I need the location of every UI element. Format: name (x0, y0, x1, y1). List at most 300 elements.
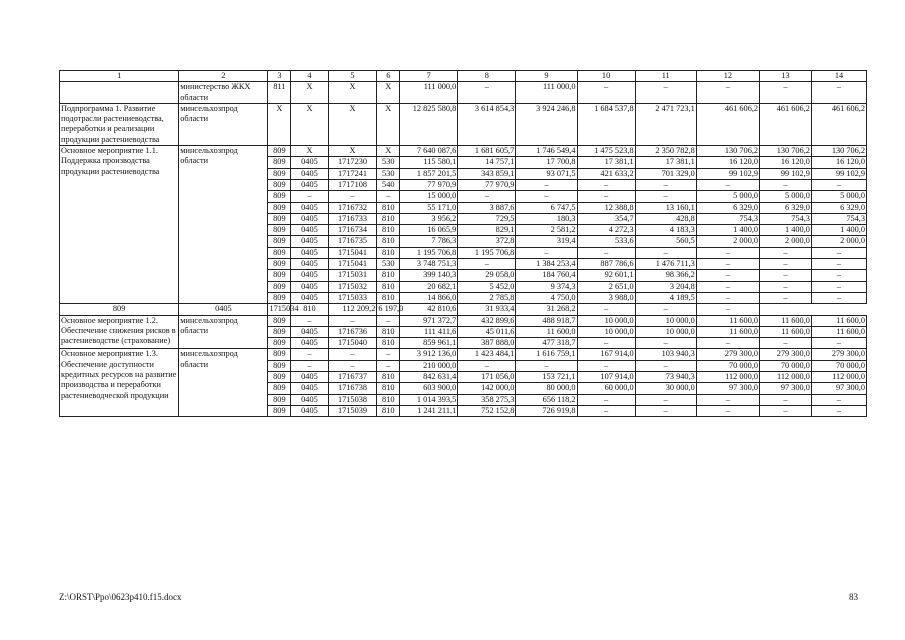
table-cell: 180,3 (516, 213, 577, 224)
table-cell: 809 (268, 157, 291, 168)
table-cell: 16 065,9 (400, 225, 458, 236)
table-cell: 810 (377, 225, 400, 236)
table-cell: 387 888,0 (458, 338, 516, 349)
table-cell: 60 000,0 (577, 383, 635, 394)
table-cell: – (577, 179, 635, 190)
table-cell: – (760, 292, 812, 303)
table-cell: – (760, 394, 812, 405)
table-cell: 1716738 (328, 383, 377, 394)
table-cell: 809 (268, 247, 291, 258)
table-cell: – (635, 338, 696, 349)
table-cell: – (328, 360, 377, 371)
table-cell: 10 000,0 (635, 326, 696, 337)
table-cell: 971 372,7 (400, 315, 458, 326)
table-cell: 11 600,0 (811, 315, 866, 326)
column-header: 8 (458, 71, 516, 82)
table-cell: 811 (268, 82, 291, 104)
table-cell: 1 241 211,1 (400, 405, 458, 416)
table-cell: 1716735 (328, 236, 377, 247)
table-cell: – (291, 315, 328, 326)
column-header: 11 (635, 71, 696, 82)
table-cell: – (696, 270, 759, 281)
table-cell: 10 000,0 (577, 326, 635, 337)
table-cell: 3 988,0 (577, 292, 635, 303)
table-cell: – (696, 281, 759, 292)
table-cell: 184 760,4 (516, 270, 577, 281)
table-cell: 130 706,2 (696, 146, 759, 157)
table-cell: 809 (268, 326, 291, 337)
table-cell: 42 810,6 (400, 304, 458, 315)
table-cell: 809 (268, 338, 291, 349)
table-cell: – (696, 405, 759, 416)
table-cell: 461 606,2 (696, 103, 759, 145)
table-cell: 70 000,0 (760, 360, 812, 371)
table-cell: 399 140,3 (400, 270, 458, 281)
table-cell: 842 631,4 (400, 372, 458, 383)
table-cell: 461 606,2 (760, 103, 812, 145)
table-cell: 810 (377, 270, 400, 281)
table-row (60, 315, 867, 326)
table-cell: 77 970,9 (400, 179, 458, 190)
table-cell: 17 381,1 (635, 157, 696, 168)
table-cell: 477 318,7 (516, 338, 577, 349)
table-cell: 2 350 782,8 (635, 146, 696, 157)
table-cell: 809 (268, 349, 291, 360)
table-cell: 171 056,0 (458, 372, 516, 383)
table-cell: 1715039 (328, 405, 377, 416)
column-header: 4 (291, 71, 328, 82)
table-cell: 4 183,3 (635, 225, 696, 236)
table-cell: 354,7 (577, 213, 635, 224)
table-cell: – (760, 281, 812, 292)
table-cell: Х (328, 103, 377, 145)
table-cell: 0405 (291, 281, 328, 292)
table-cell: 70 000,0 (811, 360, 866, 371)
table-cell: 0405 (291, 202, 328, 213)
table-cell: – (696, 304, 759, 315)
ministry-cell: минсельхозпрод области (179, 103, 268, 145)
table-cell: – (811, 247, 866, 258)
table-cell: – (811, 281, 866, 292)
table-cell: 488 918,7 (516, 315, 577, 326)
table-cell: 809 (268, 213, 291, 224)
table-cell: 809 (268, 179, 291, 190)
table-cell: – (291, 191, 328, 202)
table-cell: 11 600,0 (696, 326, 759, 337)
table-cell: 1717108 (328, 179, 377, 190)
table-cell: 10 000,0 (635, 315, 696, 326)
table-cell: 421 633,2 (577, 168, 635, 179)
table-cell: – (760, 247, 812, 258)
table-cell: 31 933,4 (458, 304, 516, 315)
table-cell: 809 (268, 383, 291, 394)
table-cell: 112 209,2 (328, 304, 377, 315)
table-cell: – (635, 191, 696, 202)
table-cell: 530 (377, 259, 400, 270)
table-cell: – (635, 304, 696, 315)
table-cell: 2 651,0 (577, 281, 635, 292)
table-cell: 726 919,8 (516, 405, 577, 416)
table-cell: – (760, 259, 812, 270)
table-cell: 809 (268, 191, 291, 202)
table-cell: – (458, 259, 516, 270)
table-cell: 809 (268, 281, 291, 292)
table-cell: 111 000,0 (516, 82, 577, 104)
table-cell: 1 195 706,8 (458, 247, 516, 258)
table-cell: 1717230 (328, 157, 377, 168)
table-cell: 1715040 (328, 338, 377, 349)
table-cell: 0405 (291, 213, 328, 224)
table-cell: – (516, 360, 577, 371)
table-cell: 0405 (291, 338, 328, 349)
table-cell: 1716734 (328, 225, 377, 236)
column-header: 14 (811, 71, 866, 82)
table-cell: 77 970,9 (458, 179, 516, 190)
table-cell: 130 706,2 (760, 146, 812, 157)
program-name-cell: Подпрограмма 1. Развитие подотрасли растениеводства, переработки и реализации продукции растениеводства (60, 103, 179, 145)
table-cell: 112 000,0 (760, 372, 812, 383)
table-cell: 115 580,1 (400, 157, 458, 168)
table-cell: 99 102,9 (696, 168, 759, 179)
table-cell: 1715041 (328, 259, 377, 270)
table-cell: 372,8 (458, 236, 516, 247)
table-cell: 809 (268, 225, 291, 236)
table-cell: – (811, 394, 866, 405)
table-cell: 829,1 (458, 225, 516, 236)
table-cell: 2 581,2 (516, 225, 577, 236)
table-cell: 97 300,0 (811, 383, 866, 394)
table-cell: 6 329,0 (760, 202, 812, 213)
table-cell: 20 682,1 (400, 281, 458, 292)
table-cell: 1 684 537,8 (577, 103, 635, 145)
table-cell: – (291, 360, 328, 371)
table-cell: 809 (268, 315, 291, 326)
table-cell: Х (291, 103, 328, 145)
table-cell: 6 329,0 (696, 202, 759, 213)
table-cell: 1715031 (328, 270, 377, 281)
table-cell: 3 924 246,8 (516, 103, 577, 145)
table-cell: 153 721,1 (516, 372, 577, 383)
table-header-row (60, 71, 867, 82)
table-cell: 16 120,0 (696, 157, 759, 168)
program-name-cell: Основное мероприятие 1.3. Обеспечение доступности кредитных ресурсов на развитие производства и переработки растениеводческой продукции (60, 349, 179, 417)
table-cell: – (577, 191, 635, 202)
table-cell: – (516, 179, 577, 190)
table-cell: – (577, 82, 635, 104)
table-cell: 809 (268, 236, 291, 247)
table-cell: 540 (377, 179, 400, 190)
table-cell: 210 000,0 (400, 360, 458, 371)
table-cell: 809 (268, 202, 291, 213)
table-cell: 17 700,8 (516, 157, 577, 168)
table-cell: 754,3 (811, 213, 866, 224)
program-name-cell: Основное мероприятие 1.1. Поддержка производства продукции растениеводства (60, 146, 179, 304)
table-cell: 0405 (291, 394, 328, 405)
column-header: 3 (268, 71, 291, 82)
ministry-cell: министерство ЖКХ области (179, 82, 268, 104)
table-cell: 810 (377, 236, 400, 247)
table-cell: 319,4 (516, 236, 577, 247)
table-cell: 0405 (291, 292, 328, 303)
table-cell: 729,5 (458, 213, 516, 224)
table-cell: – (696, 179, 759, 190)
table-cell: 1715038 (328, 394, 377, 405)
table-cell: 279 300,0 (760, 349, 812, 360)
table-cell: 55 171,0 (400, 202, 458, 213)
table-cell: 810 (377, 405, 400, 416)
table-cell: 754,3 (760, 213, 812, 224)
table-cell: 45 011,6 (458, 326, 516, 337)
column-header: 6 (377, 71, 400, 82)
table-cell: 0405 (291, 372, 328, 383)
table-cell: 0405 (291, 270, 328, 281)
table-cell: – (291, 349, 328, 360)
table-cell: 809 (268, 292, 291, 303)
table-cell: 112 000,0 (811, 372, 866, 383)
table-cell: – (328, 349, 377, 360)
table-cell: 1716732 (328, 202, 377, 213)
column-header: 10 (577, 71, 635, 82)
table-cell: 809 (268, 394, 291, 405)
table-cell: Х (377, 82, 400, 104)
table-cell: 1 384 253,4 (516, 259, 577, 270)
table-cell: 11 600,0 (516, 326, 577, 337)
table-cell: 6 747,5 (516, 202, 577, 213)
ministry-cell: минсельхозпрод области (179, 146, 268, 304)
program-name-cell: Основное мероприятие 1.2. Обеспечение снижения рисков в растениеводстве (страхование) (60, 315, 179, 349)
table-cell: – (577, 247, 635, 258)
table-row (60, 304, 867, 315)
table-cell: 810 (377, 202, 400, 213)
table-cell: 1715032 (328, 281, 377, 292)
table-cell: – (696, 247, 759, 258)
table-cell: 98 366,2 (635, 270, 696, 281)
column-header: 5 (328, 71, 377, 82)
table-cell: 1 681 605,7 (458, 146, 516, 157)
table-cell: 279 300,0 (811, 349, 866, 360)
table-cell: – (811, 270, 866, 281)
table-cell: 12 388,8 (577, 202, 635, 213)
table-cell: 887 786,6 (577, 259, 635, 270)
table-cell: 17 381,1 (577, 157, 635, 168)
table-cell: 4 272,3 (577, 225, 635, 236)
table-cell: 1 195 706,8 (400, 247, 458, 258)
table-row (60, 146, 867, 157)
table-cell: 5 452,0 (458, 281, 516, 292)
table-cell: 15 000,0 (400, 191, 458, 202)
table-cell: 810 (377, 247, 400, 258)
table-cell: 809 (268, 360, 291, 371)
table-cell: 7 640 087,6 (400, 146, 458, 157)
table-cell: 810 (377, 326, 400, 337)
table-cell: 9 374,3 (516, 281, 577, 292)
table-cell: 93 071,5 (516, 168, 577, 179)
column-header: 9 (516, 71, 577, 82)
table-cell: – (635, 179, 696, 190)
table-cell: 6 329,0 (811, 202, 866, 213)
table-cell: 1 857 201,5 (400, 168, 458, 179)
table-cell: 13 160,1 (635, 202, 696, 213)
table-cell: – (811, 259, 866, 270)
column-header: 7 (400, 71, 458, 82)
table-cell: 461 606,2 (811, 103, 866, 145)
table-cell: 31 268,2 (516, 304, 577, 315)
table-cell: 754,3 (696, 213, 759, 224)
table-cell: 859 961,1 (400, 338, 458, 349)
table-cell: 0405 (291, 157, 328, 168)
table-cell: – (811, 292, 866, 303)
table-cell: 0405 (291, 168, 328, 179)
table-cell: 809 (268, 405, 291, 416)
table-cell: 1715041 (328, 247, 377, 258)
table-cell: 0405 (291, 405, 328, 416)
table-cell: 99 102,9 (760, 168, 812, 179)
table-cell: 358 275,3 (458, 394, 516, 405)
table-cell: – (377, 191, 400, 202)
table-cell: – (760, 179, 812, 190)
table-cell: 809 (268, 146, 291, 157)
table-cell: – (696, 82, 759, 104)
table-cell: 167 914,0 (577, 349, 635, 360)
table-cell: 1 616 759,1 (516, 349, 577, 360)
table-cell: 2 000,0 (696, 236, 759, 247)
table-cell: 809 (60, 304, 179, 315)
table-cell: – (458, 82, 516, 104)
table-cell: 92 601,1 (577, 270, 635, 281)
table-cell: – (577, 405, 635, 416)
table-cell: 656 118,2 (516, 394, 577, 405)
table-cell: 0405 (291, 225, 328, 236)
table-cell: 1 400,0 (696, 225, 759, 236)
table-cell: 3 204,8 (635, 281, 696, 292)
table-row (60, 103, 867, 145)
table-cell: 2 471 723,1 (635, 103, 696, 145)
table-cell: 0405 (291, 247, 328, 258)
table-cell: 810 (377, 383, 400, 394)
table-cell: – (577, 394, 635, 405)
table-cell: 3 748 751,3 (400, 259, 458, 270)
table-cell: – (635, 247, 696, 258)
table-cell: 3 912 136,0 (400, 349, 458, 360)
table-cell: – (811, 405, 866, 416)
table-cell: 0405 (291, 179, 328, 190)
table-cell: 97 300,0 (760, 383, 812, 394)
table-cell: 279 300,0 (696, 349, 759, 360)
table-cell: – (760, 338, 812, 349)
table-cell: 0405 (291, 383, 328, 394)
table-cell: – (635, 82, 696, 104)
table-cell: 3 887,6 (458, 202, 516, 213)
column-header: 2 (179, 71, 268, 82)
table-cell: 1 400,0 (811, 225, 866, 236)
table-cell: 1715033 (328, 292, 377, 303)
table-cell: – (577, 304, 635, 315)
table-cell: – (377, 349, 400, 360)
table-cell: – (811, 338, 866, 349)
column-header: 13 (760, 71, 812, 82)
table-cell: 1 400,0 (760, 225, 812, 236)
table-cell: 11 600,0 (696, 315, 759, 326)
table-cell: 533,6 (577, 236, 635, 247)
table-cell: – (377, 315, 400, 326)
table-cell: 29 058,0 (458, 270, 516, 281)
table-cell: 5 000,0 (696, 191, 759, 202)
table-cell: – (458, 191, 516, 202)
table-cell: 2 000,0 (760, 236, 812, 247)
table-cell: 5 000,0 (760, 191, 812, 202)
table-cell: 1717241 (328, 168, 377, 179)
table-cell: – (696, 338, 759, 349)
table-cell: – (328, 315, 377, 326)
table-cell: Х (377, 146, 400, 157)
table-cell: 1 746 549,4 (516, 146, 577, 157)
table-cell: – (635, 405, 696, 416)
table-cell: – (635, 360, 696, 371)
table-cell: 107 914,0 (577, 372, 635, 383)
table-cell: – (577, 338, 635, 349)
table-cell: 2 000,0 (811, 236, 866, 247)
table-cell: 130 706,2 (811, 146, 866, 157)
table-cell: 4 750,0 (516, 292, 577, 303)
table-cell: 11 600,0 (760, 326, 812, 337)
table-cell: 3 956,2 (400, 213, 458, 224)
table-cell: 0405 (291, 259, 328, 270)
page-number: 83 (849, 592, 858, 602)
table-cell: 1716733 (328, 213, 377, 224)
table-cell: 1 475 523,8 (577, 146, 635, 157)
table-cell: 603 900,0 (400, 383, 458, 394)
table-cell: – (458, 360, 516, 371)
table-cell: 6 197,0 (378, 304, 404, 314)
table-cell: 1715034 (269, 304, 299, 314)
table-cell: 810 (377, 281, 400, 292)
table-cell: Х (328, 82, 377, 104)
table-cell: 99 102,9 (811, 168, 866, 179)
table-cell: – (811, 179, 866, 190)
budget-table (59, 70, 867, 417)
table-cell: Х (268, 103, 291, 145)
table-cell: 112 000,0 (696, 372, 759, 383)
table-cell: 809 (268, 259, 291, 270)
table-cell: 10 000,0 (577, 315, 635, 326)
table-cell: 343 859,1 (458, 168, 516, 179)
table-cell: 3 614 854,3 (458, 103, 516, 145)
table-cell: 14 866,0 (400, 292, 458, 303)
table-cell: 80 000,0 (516, 383, 577, 394)
table-cell: 809 (268, 270, 291, 281)
table-cell: 4 189,5 (635, 292, 696, 303)
table-cell: 11 600,0 (760, 315, 812, 326)
table-cell: – (696, 259, 759, 270)
table-cell: 810 (377, 213, 400, 224)
table-cell: 752 152,8 (458, 405, 516, 416)
table-cell: 142 000,0 (458, 383, 516, 394)
table-cell: 73 940,3 (635, 372, 696, 383)
table-cell: 16 120,0 (811, 157, 866, 168)
table-cell: 701 329,0 (635, 168, 696, 179)
table-cell: 432 899,6 (458, 315, 516, 326)
table-cell: 0405 (179, 304, 268, 315)
table-cell: 70 000,0 (696, 360, 759, 371)
table-cell: 1 423 484,1 (458, 349, 516, 360)
ministry-cell: минсельхозпрод области (179, 349, 268, 417)
table-cell: – (696, 292, 759, 303)
table-cell: 2 785,8 (458, 292, 516, 303)
table-cell: 1 014 393,5 (400, 394, 458, 405)
table-cell: 1716737 (328, 372, 377, 383)
table-cell: 810 (377, 394, 400, 405)
table-cell: 103 940,3 (635, 349, 696, 360)
